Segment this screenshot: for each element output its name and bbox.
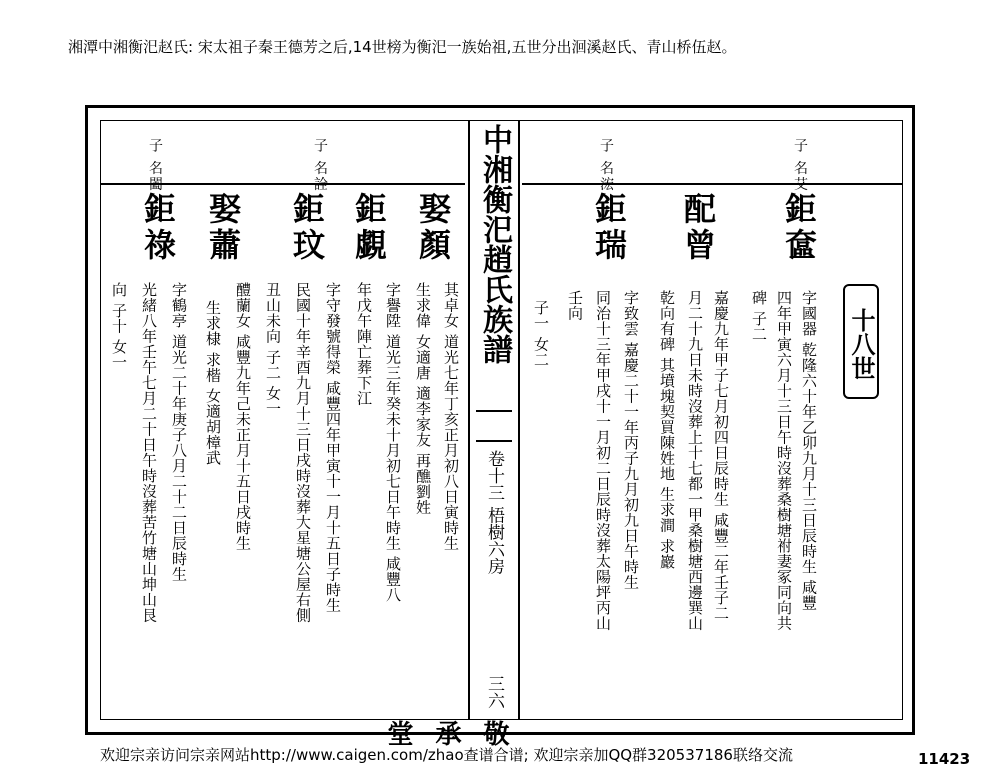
entry-name: 娶蕭 — [204, 192, 242, 264]
entry-name: 鉅覷 — [350, 192, 388, 264]
entry-name: 鉅玟 — [288, 192, 326, 264]
hall-name: 敬承堂 — [383, 720, 509, 746]
entry-top-note: 子 名艾 — [792, 138, 808, 193]
page-number: 11423 — [918, 750, 971, 768]
entry-bio: 字國器 乾隆六十年乙卯九月十三日辰時生 咸豐 — [800, 290, 818, 611]
folio-number: 三六 — [484, 675, 504, 709]
entry-bio: 其卓女 道光七年丁亥正月初八日寅時生 — [442, 282, 460, 551]
entry-bio: 字鶴亭 道光二十年庚子八月二十二日辰時生 — [170, 282, 188, 582]
entry-name: 鉅奩 — [780, 192, 818, 264]
entry-name: 配曾 — [679, 192, 717, 264]
entry-bio: 子一 女二 — [532, 300, 550, 368]
fish-tail-mark — [476, 410, 512, 442]
entry-bio: 民國十年辛酉九月十三日戌時沒葬大星塘公屋右側 — [294, 282, 312, 623]
entry-bio: 光緒八年壬午七月二十日午時沒葬苦竹塘山坤山艮 — [140, 282, 158, 623]
entry-bio: 字守發號得榮 咸豐四年甲寅十一月十五日子時生 — [324, 282, 342, 613]
header-rule-right — [522, 183, 903, 185]
footer-note: 欢迎宗亲访问宗亲网站http://www.caigen.com/zhao查谱合谱; 欢迎宗亲加QQ群320537186联络交流 — [100, 746, 793, 764]
generation-box: 十八世 — [843, 284, 879, 399]
entry-top-note: 子 名浤 — [598, 138, 614, 193]
entry-bio: 四年甲寅六月十三日午時沒葬桑樹塘祔妻冢同向共 — [775, 290, 793, 631]
entry-bio: 丑山未向 子二 女一 — [264, 282, 282, 417]
entry-bio: 月二十九日未時沒葬上十七都一甲桑樹塘西邊巽山 — [686, 290, 704, 631]
entry-bio: 醴蘭女 咸豐九年己未正月十五日戌時生 — [234, 282, 252, 551]
entry-bio: 嘉慶九年甲子七月初四日辰時生 咸豐二年壬子二 — [712, 290, 730, 621]
entry-top-note: 子 名闔 — [147, 138, 163, 193]
book-title: 中湘衡汜趙氏族譜 — [477, 124, 512, 364]
entry-bio: 字致雲 嘉慶二十一年丙子九月初九日午時生 — [622, 290, 640, 590]
entry-bio: 乾向有碑 其墳塊契買陳姓地 生求澗 求巖 — [658, 290, 676, 570]
volume-label: 卷十三 梧樹六房 — [484, 450, 504, 575]
entry-bio: 生求偉 女適唐 適李家友 再醮劉姓 — [414, 282, 432, 515]
entry-bio: 向 子十 女一 — [110, 282, 128, 371]
entry-bio: 字譽陞 道光三年癸未十月初七日午時生 咸豐八 — [384, 282, 402, 603]
entry-name: 娶顏 — [414, 192, 452, 264]
entry-bio: 碑 子二 — [750, 290, 768, 342]
entry-top-note: 子 名詮 — [312, 138, 328, 193]
entry-bio: 同治十三年甲戌十一月初二日辰時沒葬太陽坪丙山 — [594, 290, 612, 631]
entry-name: 鉅祿 — [139, 192, 177, 264]
entry-bio: 生求棣 求楷 女適胡樟武 — [204, 300, 222, 466]
caption: 湘潭中湘衡汜赵氏: 宋太祖子秦王德芳之后,14世榜为衡汜一族始祖,五世分出洄溪赵氏、青山桥伍赵。 — [68, 38, 737, 56]
entry-name: 鉅瑞 — [590, 192, 628, 264]
entry-bio: 年戊午陣亡葬下江 — [355, 282, 373, 406]
entry-bio: 壬向 — [566, 290, 584, 321]
